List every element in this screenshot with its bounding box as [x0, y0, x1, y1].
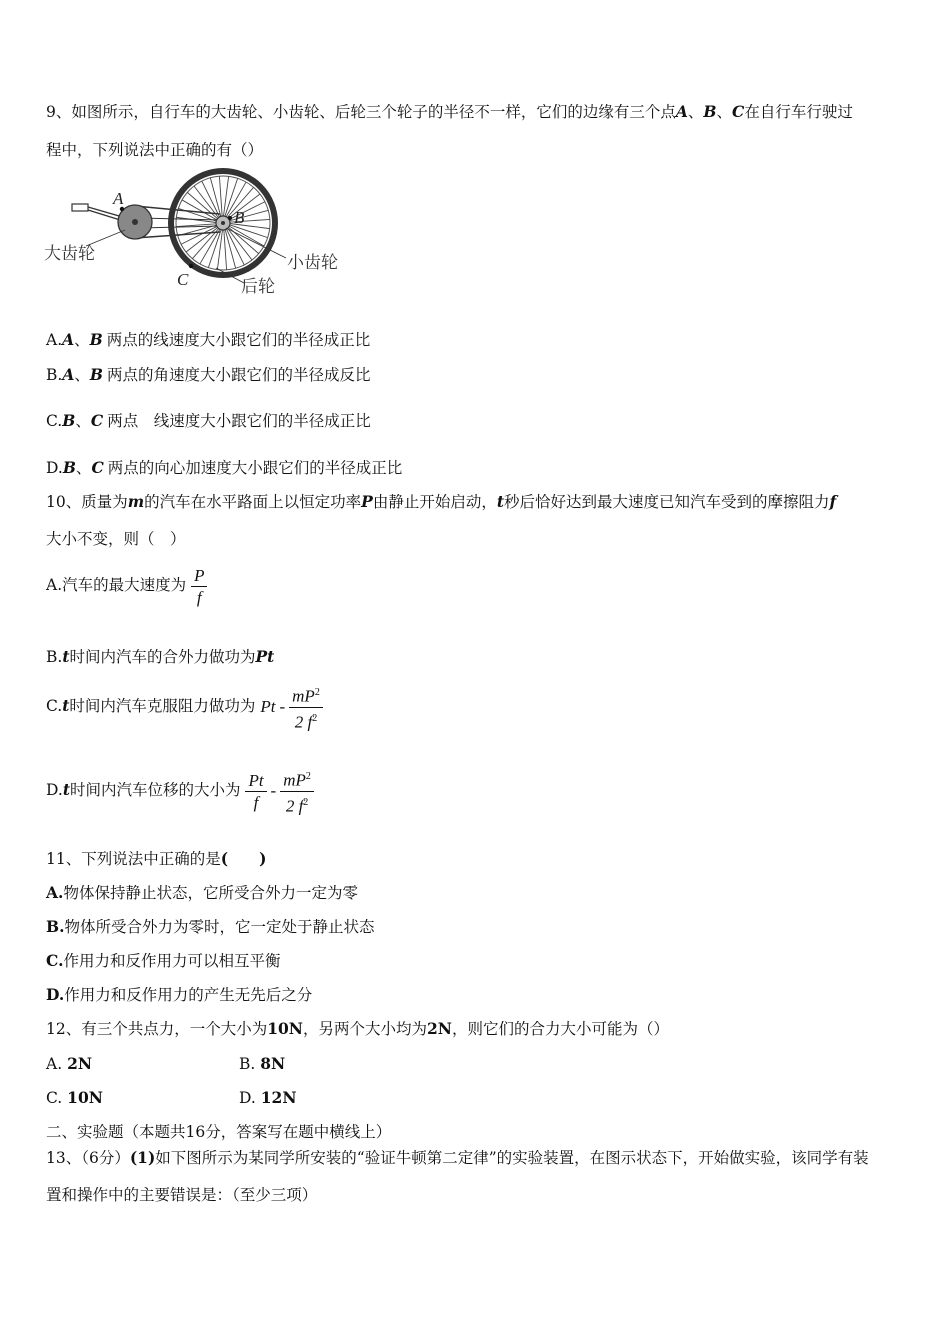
q9-option-b[interactable] — [46, 365, 371, 385]
var-t: t — [62, 780, 70, 800]
option-prefix: B. — [46, 648, 63, 666]
section-heading: 二、实验题（本题共16分，答案写在题中横线上） — [46, 1123, 392, 1141]
option-text: 时间内汽车的合外力做功为 — [69, 648, 256, 666]
fraction-p-over-f — [191, 566, 207, 607]
fraction-mp2-over-2f2 — [289, 683, 323, 731]
point-b-dot — [228, 216, 232, 220]
q10-stem-line2: 大小不变，则（ ） — [46, 530, 186, 548]
var-m: m — [127, 492, 145, 511]
q11-stem — [46, 849, 266, 869]
option-text: 作用力和反作用力可以相互平衡 — [63, 952, 281, 970]
q9-option-d[interactable] — [46, 458, 402, 478]
option-text: 作用力和反作用力的产生无先后之分 — [64, 986, 313, 1004]
big-gear-axle — [132, 219, 138, 225]
minus-sign: - — [270, 781, 277, 801]
fraction-denominator — [286, 792, 308, 816]
q13-part-number: (1) — [129, 1148, 156, 1167]
fraction-denominator: f — [253, 792, 259, 812]
var-t: t — [62, 696, 70, 716]
q10-option-d[interactable] — [46, 767, 314, 815]
denominator-text: 2 f — [294, 712, 313, 732]
wheel-spoke — [225, 225, 245, 264]
var-t: t — [496, 492, 504, 511]
superscript: 2 — [314, 687, 320, 698]
separator: 、 — [75, 412, 91, 430]
option-value: 2N — [67, 1054, 93, 1073]
q10-text: 由静止开始启动， — [372, 493, 497, 511]
point-c-dot — [189, 264, 193, 268]
fraction-denominator — [295, 708, 317, 732]
rear-wheel-label: 后轮 — [241, 277, 275, 297]
var-p: P — [361, 492, 373, 511]
option-prefix: A. — [46, 331, 63, 349]
q11-text: 11、下列说法中正确的是 — [46, 850, 221, 868]
figure-label-b: B — [234, 208, 245, 227]
superscript: 2 — [303, 796, 309, 808]
separator: 、 — [74, 366, 90, 384]
option-prefix: B. — [46, 366, 63, 384]
q10-option-c[interactable] — [46, 683, 323, 731]
point-c-label: C — [732, 102, 745, 121]
q9-stem-text-end: 在自行车行驶过 — [744, 103, 853, 121]
option-text: 汽车的最大速度为 — [62, 576, 187, 594]
q9-stem-text: 9、如图所示，自行车的大齿轮、小齿轮、后轮三个轮子的半径不一样，它们的边缘有三个点 — [46, 103, 676, 121]
q12-text: 12、有三个共点力，一个大小为 — [46, 1020, 268, 1038]
q11-paren: ( ) — [220, 849, 267, 868]
numerator-text: mP — [283, 770, 306, 790]
q10-text: 秒后恰好达到最大速度已知汽车受到的摩擦阻力 — [504, 493, 830, 511]
option-var: A — [62, 365, 75, 384]
option-prefix: D. — [46, 985, 65, 1004]
fraction-numerator: Pt — [245, 771, 266, 792]
q10-stem-line1 — [46, 492, 836, 512]
option-text: 物体所受合外力为零时，它一定处于静止状态 — [64, 918, 375, 936]
q10-option-b[interactable] — [46, 647, 274, 667]
term-pt: Pt — [260, 697, 276, 717]
big-gear-label: 大齿轮 — [44, 244, 95, 264]
fraction-pt-over-f — [245, 771, 266, 812]
option-value: 8N — [260, 1054, 286, 1073]
q12-option-b[interactable] — [239, 1054, 285, 1074]
option-var: B — [62, 458, 76, 477]
q11-option-c[interactable] — [46, 951, 280, 971]
option-var: B — [89, 330, 103, 349]
option-var: B — [89, 365, 103, 384]
var-t: t — [62, 647, 70, 666]
value-10n: 10N — [267, 1019, 303, 1038]
q9-stem-line1 — [46, 102, 853, 122]
q12-text: ，另两个大小均为 — [302, 1020, 427, 1038]
option-prefix: C. — [46, 1089, 63, 1107]
option-prefix: C. — [46, 697, 63, 716]
fraction-numerator: P — [191, 566, 207, 587]
option-text: 两点的角速度大小跟它们的半径成反比 — [106, 366, 371, 384]
q12-option-d[interactable] — [239, 1088, 297, 1108]
value-2n: 2N — [427, 1019, 452, 1038]
option-text: 两点 线速度大小跟它们的半径成正比 — [107, 412, 371, 430]
q11-option-a[interactable] — [46, 883, 358, 903]
option-text: 两点的向心加速度大小跟它们的半径成正比 — [107, 459, 403, 477]
option-prefix: B. — [239, 1055, 256, 1073]
q13-stem-line1 — [46, 1148, 869, 1168]
pedal-shape — [72, 204, 88, 211]
figure-label-c: C — [177, 270, 189, 289]
q10-text: 的汽车在水平路面上以恒定功率 — [144, 493, 362, 511]
option-var: C — [90, 411, 104, 430]
option-value: 12N — [260, 1088, 297, 1107]
fraction-mp2-over-2f2 — [280, 767, 314, 815]
q9-stem-line2: 程中，下列说法中正确的有（） — [46, 141, 264, 159]
q12-option-a[interactable] — [46, 1054, 92, 1074]
option-text: 时间内汽车位移的大小为 — [69, 781, 241, 800]
option-prefix: C. — [46, 412, 63, 430]
q12-stem — [46, 1019, 669, 1039]
fraction-numerator — [289, 683, 323, 708]
q13-stem-line2: 置和操作中的主要错误是：（至少三项） — [46, 1186, 318, 1204]
point-a-label: A — [675, 102, 688, 121]
q13-text: 13、（6分） — [46, 1149, 130, 1167]
superscript: 2 — [312, 712, 318, 724]
small-gear-axle — [221, 221, 225, 225]
fraction-denominator: f — [196, 587, 202, 607]
option-var: A — [62, 330, 75, 349]
q10-text: 10、质量为 — [46, 493, 128, 511]
option-prefix: D. — [46, 459, 63, 477]
q13-text: 如下图所示为某同学所安装的“验证牛顿第二定律”的实验装置，在图示状态下，开始做实验，该同学有装 — [155, 1149, 869, 1167]
option-prefix: A. — [46, 1055, 63, 1073]
q12-option-c[interactable] — [46, 1088, 103, 1108]
option-prefix: B. — [46, 917, 65, 936]
option-value: 10N — [67, 1088, 103, 1107]
point-b-label: B — [703, 102, 717, 121]
option-text: 时间内汽车克服阻力做功为 — [69, 697, 256, 716]
fraction-numerator — [280, 767, 314, 792]
option-text: 两点的线速度大小跟它们的半径成正比 — [106, 331, 371, 349]
option-prefix: A. — [46, 883, 64, 902]
option-prefix: A. — [46, 576, 63, 594]
q9-option-a[interactable] — [46, 330, 370, 350]
option-text: 物体保持静止状态，它所受合外力一定为零 — [63, 884, 358, 902]
separator: 、 — [74, 331, 90, 349]
option-var: C — [91, 458, 104, 477]
separator: 、 — [716, 103, 733, 121]
separator: 、 — [75, 459, 92, 477]
option-prefix: C. — [46, 951, 64, 970]
numerator-text: mP — [292, 686, 315, 706]
small-gear-label: 小齿轮 — [287, 253, 338, 273]
option-prefix: D. — [239, 1089, 256, 1107]
denominator-text: 2 f — [285, 796, 304, 816]
q10-option-a[interactable] — [46, 563, 207, 607]
superscript: 2 — [305, 771, 311, 782]
figure-label-a: A — [113, 189, 124, 208]
q9-option-c[interactable] — [46, 411, 371, 431]
minus-sign: - — [279, 697, 286, 717]
bicycle-gear-figure — [40, 168, 350, 303]
q11-option-d[interactable] — [46, 985, 312, 1005]
var-f: f — [829, 492, 837, 511]
q11-option-b[interactable] — [46, 917, 375, 937]
option-prefix: D. — [46, 781, 63, 800]
var-pt: Pt — [255, 647, 275, 666]
separator: 、 — [687, 103, 704, 121]
option-var: B — [62, 411, 76, 430]
q12-text: ，则它们的合力大小可能为（） — [451, 1020, 669, 1038]
